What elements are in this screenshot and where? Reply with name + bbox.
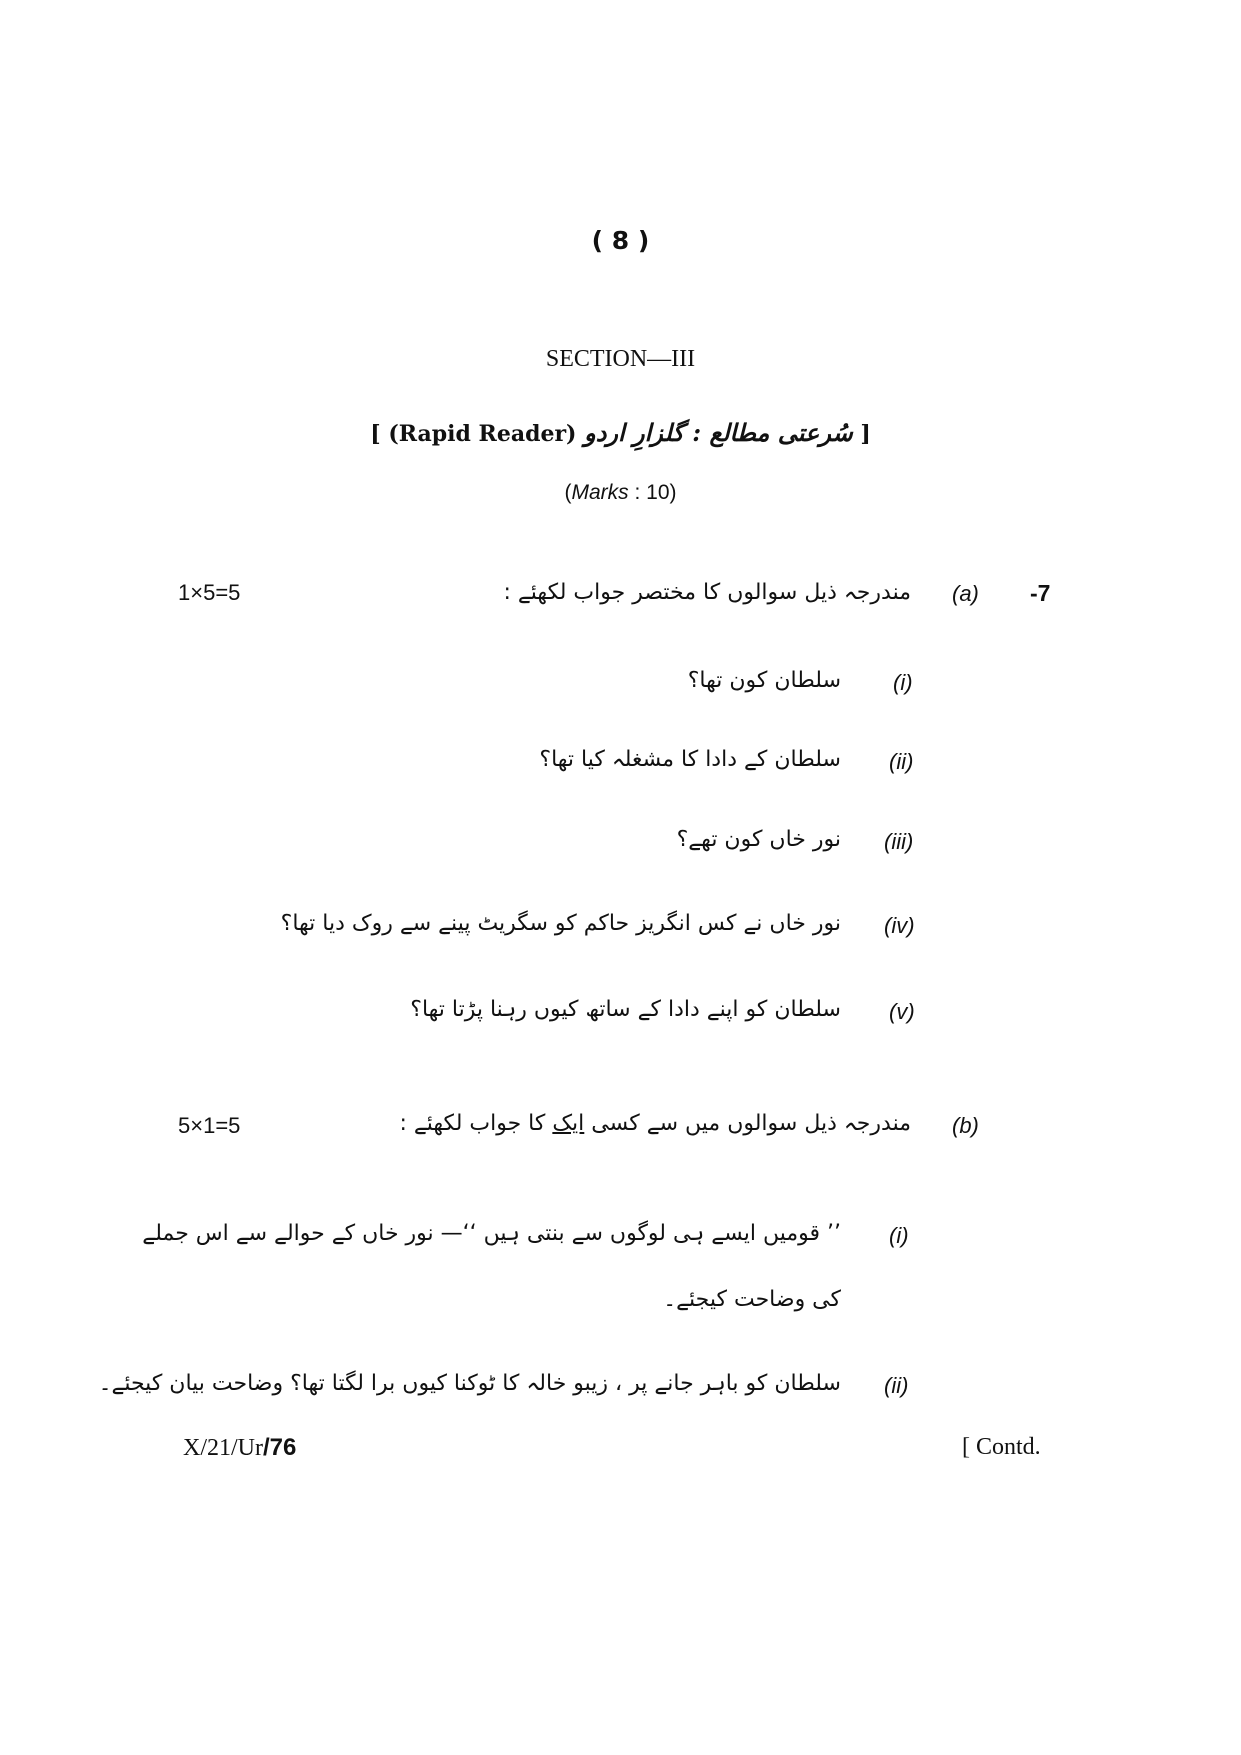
- part-a-instruction: مندرجہ ذیل سوالوں کا مختصر جواب لکھئے :: [503, 580, 911, 605]
- part-a-item-text: سلطان کو اپنے دادا کے ساتھ کیوں رہنا پڑتا تھا؟: [410, 997, 841, 1022]
- part-a-item-label: (v): [889, 999, 915, 1024]
- part-b-item-label: (i): [889, 1223, 909, 1248]
- paper-code-prefix: X/21/Ur: [183, 1435, 263, 1461]
- part-a-item-label: (iv): [884, 913, 915, 938]
- part-b-instruction-underlined: ایک: [552, 1111, 585, 1136]
- marks-word: Marks: [571, 481, 629, 504]
- paper-code-suffix: /76: [263, 1434, 297, 1461]
- part-b-marks: 5×1=5: [178, 1113, 241, 1138]
- heading-close-bracket: ]: [860, 421, 871, 447]
- page-number: ( 8 ): [591, 226, 650, 255]
- part-a-item-text: سلطان کے دادا کا مشغلہ کیا تھا؟: [539, 747, 841, 772]
- part-a-item-text: سلطان کون تھا؟: [687, 668, 841, 693]
- part-a-marks: 1×5=5: [178, 580, 241, 605]
- part-b-item-line1: سلطان کو باہر جانے پر ، زیبو خالہ کا ٹوکنا کیوں برا لگتا تھا؟ وضاحت بیان کیجئے۔: [98, 1371, 841, 1396]
- section-title: SECTION—III: [545, 346, 696, 372]
- part-b-instruction-before: مندرجہ ذیل سوالوں میں سے کسی: [584, 1111, 911, 1136]
- heading-open-bracket: [: [370, 421, 381, 447]
- part-b-item-label: (ii): [884, 1373, 909, 1398]
- marks-open: (: [564, 481, 572, 504]
- question-number: -7: [1030, 580, 1051, 606]
- marks-rest: : 10): [628, 481, 677, 504]
- part-a-label: (a): [952, 581, 979, 606]
- part-a-item-label: (i): [893, 670, 913, 695]
- paper-code: [183, 1434, 296, 1462]
- part-b-instruction-after: کا جواب لکھئے :: [399, 1111, 553, 1136]
- part-b-label: (b): [952, 1113, 979, 1138]
- part-b-item-line1: ’’ قومیں ایسے ہی لوگوں سے بنتی ہیں ‘‘— نور خاں کے حوالے سے اس جملے: [142, 1221, 841, 1246]
- heading-urdu: سُرعتی مطالع : گلزارِ اردو: [584, 418, 853, 447]
- part-b-item-line2: کی وضاحت کیجئے۔: [663, 1287, 841, 1312]
- part-a-item-text: نور خاں کون تھے؟: [676, 827, 841, 852]
- heading-english: (Rapid Reader): [388, 421, 577, 447]
- rapid-reader-heading: [0, 418, 1241, 447]
- part-a-item-label: (iii): [884, 829, 914, 854]
- part-b-instruction: [399, 1107, 911, 1141]
- marks-line: [0, 481, 1241, 505]
- continued-note: [ Contd.: [962, 1434, 1041, 1460]
- part-a-item-text: نور خاں نے کس انگریز حاکم کو سگریٹ پینے سے روک دیا تھا؟: [280, 911, 841, 936]
- part-a-item-label: (ii): [889, 749, 914, 774]
